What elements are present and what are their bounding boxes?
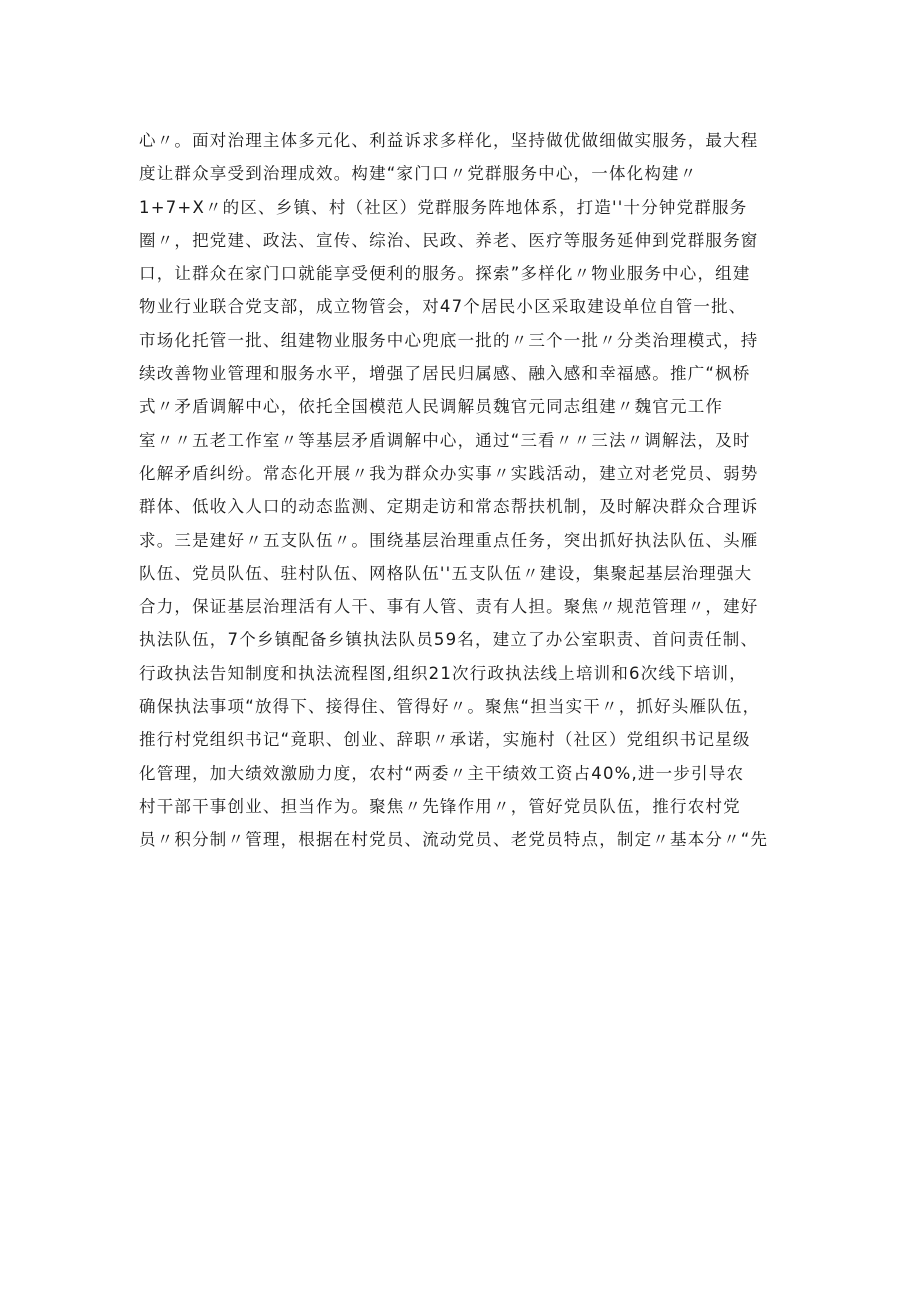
text-line: 圈〃，把党建、政法、宣传、综治、民政、养老、医疗等服务延伸到党群服务窗 [139, 230, 759, 250]
text-line: 1+7+X〃的区、乡镇、村（社区）党群服务阵地体系，打造''十分钟党群服务 [139, 197, 748, 217]
text-line: 室〃〃五老工作室〃等基层矛盾调解中心，通过“三看〃〃三法〃调解法，及时 [139, 430, 751, 450]
text-line: 续改善物业管理和服务水平，增强了居民归属感、融入感和幸福感。推广“枫桥 [139, 364, 751, 384]
text-line: 式〃矛盾调解中心，依托全国模范人民调解员魏官元同志组建〃魏官元工作 [139, 397, 724, 417]
text-line: 度让群众享受到治理成效。构建“家门口〃党群服务中心，一体化构建〃 [139, 164, 698, 184]
text-line: 合力，保证基层治理活有人干、事有人管、责有人担。聚焦〃规范管理〃，建好 [139, 597, 759, 617]
text-line: 化管理，加大绩效激励力度，农村“两委〃主干绩效工资占40%,进一步引导农 [139, 763, 745, 783]
text-line: 化解矛盾纠纷。常态化开展〃我为群众办实事〃实践活动，建立对老党员、弱势 [139, 463, 759, 483]
text-line: 推行村党组织书记“竟职、创业、辞职〃承诺，实施村（社区）党组织书记星级 [139, 730, 751, 750]
text-line: 物业行业联合党支部，成立物管会，对47个居民小区采取建设单位自管一批、 [139, 297, 747, 317]
document-body [139, 124, 799, 857]
text-line: 村干部干事创业、担当作为。聚焦〃先锋作用〃，管好党员队伍，推行农村党 [139, 796, 741, 816]
text-line: 心〃。面对治理主体多元化、利益诉求多样化，坚持做优做细做实服务，最大程 [139, 131, 759, 150]
text-line: 群体、低收入人口的动态监测、定期走访和常态帮扶机制，及时解决群众合理诉 [139, 497, 759, 517]
text-line: 员〃积分制〃管理，根据在村党员、流动党员、老党员特点，制定〃基本分〃“先 [139, 830, 769, 850]
text-line: 行政执法告知制度和执法流程图,组织21次行政执法线上培训和6次线下培训， [139, 663, 747, 683]
text-line: 求。三是建好〃五支队伍〃。围绕基层治理重点任务，突出抓好执法队伍、头雁 [139, 530, 759, 550]
text-line: 口，让群众在家门口就能享受便利的服务。探索”多样化〃物业服务中心，组建 [139, 264, 751, 284]
text-line: 市场化托管一批、组建物业服务中心兜底一批的〃三个一批〃分类治理模式，持 [139, 330, 759, 350]
text-line: 执法队伍，7个乡镇配备乡镇执法队员59名，建立了办公室职责、首问责任制、 [139, 630, 759, 650]
text-line: 确保执法事项“放得下、接得住、管得好〃。聚焦“担当实干〃，抓好头雁队伍， [139, 697, 761, 717]
text-line: 队伍、党员队伍、驻村队伍、网格队伍''五支队伍〃建设，集聚起基层治理强大 [139, 563, 753, 583]
